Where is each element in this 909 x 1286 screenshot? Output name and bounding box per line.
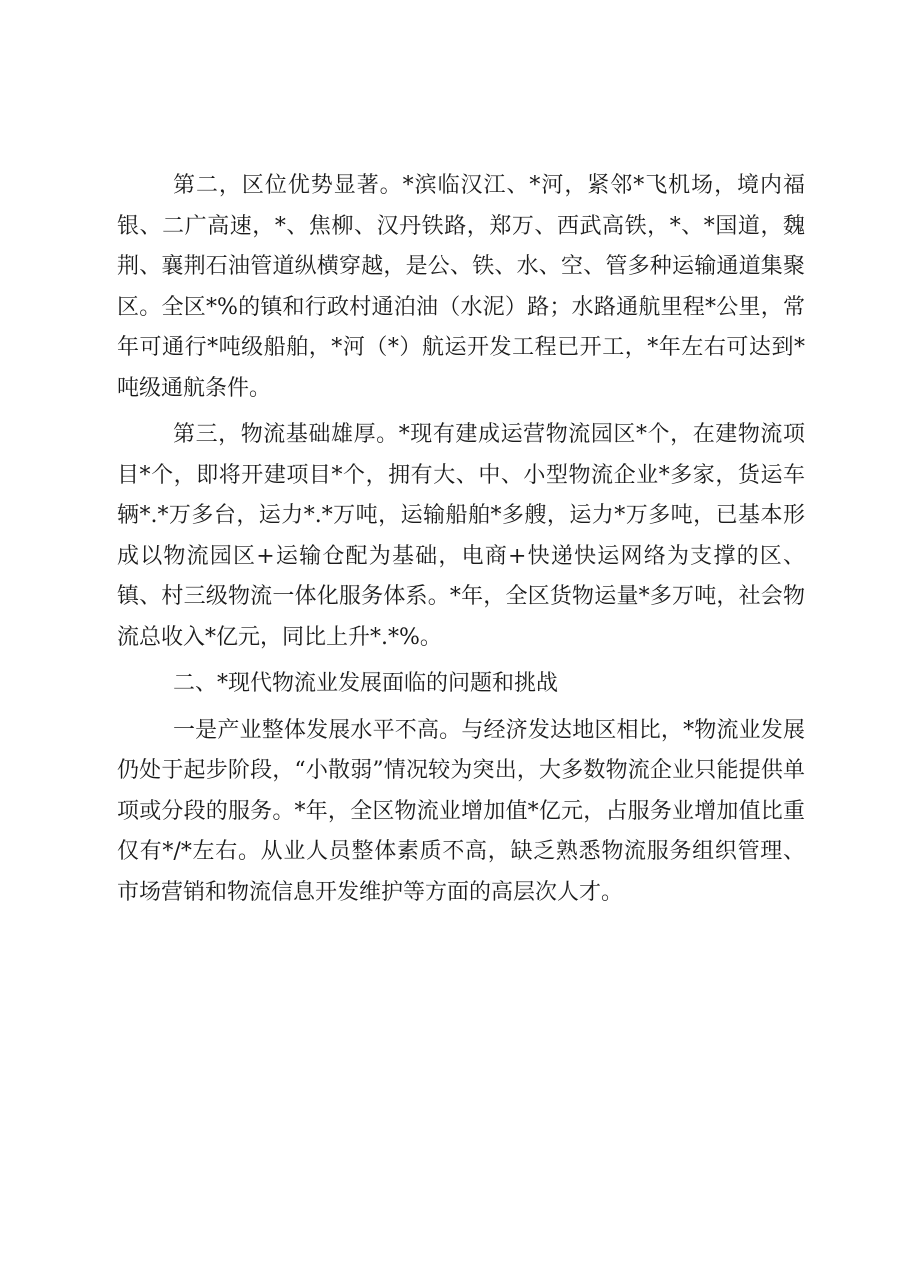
document-body <box>117 166 805 919</box>
paragraph-logistics-foundation: 第三，物流基础雄厚。*现有建成运营物流园区*个，在建物流项目*个，即将开建项目*个，拥有大、中、小型物流企业*多家，货运车辆*.*万多台，运力*.*万吨，运输船舶*多艘，运力*万多吨，已基本形成以物流园区+运输仓配为基础，电商+快递快运网络为支撑的区、镇、村三级物流一体化服务体系。*年，全区货物运量*多万吨，社会物流总收入*亿元，同比上升*.*%。 <box>117 422 805 650</box>
paragraph-location-advantage: 第二，区位优势显著。*滨临汉江、*河，紧邻*飞机场，境内福银、二广高速，*、焦柳、汉丹铁路，郑万、西武高铁，*、*国道，魏荆、襄荆石油管道纵横穿越，是公、铁、水、空、管多种运输通道集聚区。全区*%的镇和行政村通泊油（水泥）路；水路通航里程*公里，常年可通行*吨级船舶，*河（*）航运开发工程已开工，*年左右可达到*吨级通航条件。 <box>117 173 805 401</box>
paragraph-industry-level: 一是产业整体发展水平不高。与经济发达地区相比，*物流业发展仍处于起步阶段，“小散弱”情况较为突出，大多数物流企业只能提供单项或分段的服务。*年，全区物流业增加值*亿元，占服务业增加值比重仅有*/*左右。从业人员整体素质不高，缺乏熟悉物流服务组织管理、市场营销和物流信息开发维护等方面的高层次人才。 <box>117 717 805 905</box>
section-heading-problems: 二、*现代物流业发展面临的问题和挑战 <box>173 671 559 696</box>
